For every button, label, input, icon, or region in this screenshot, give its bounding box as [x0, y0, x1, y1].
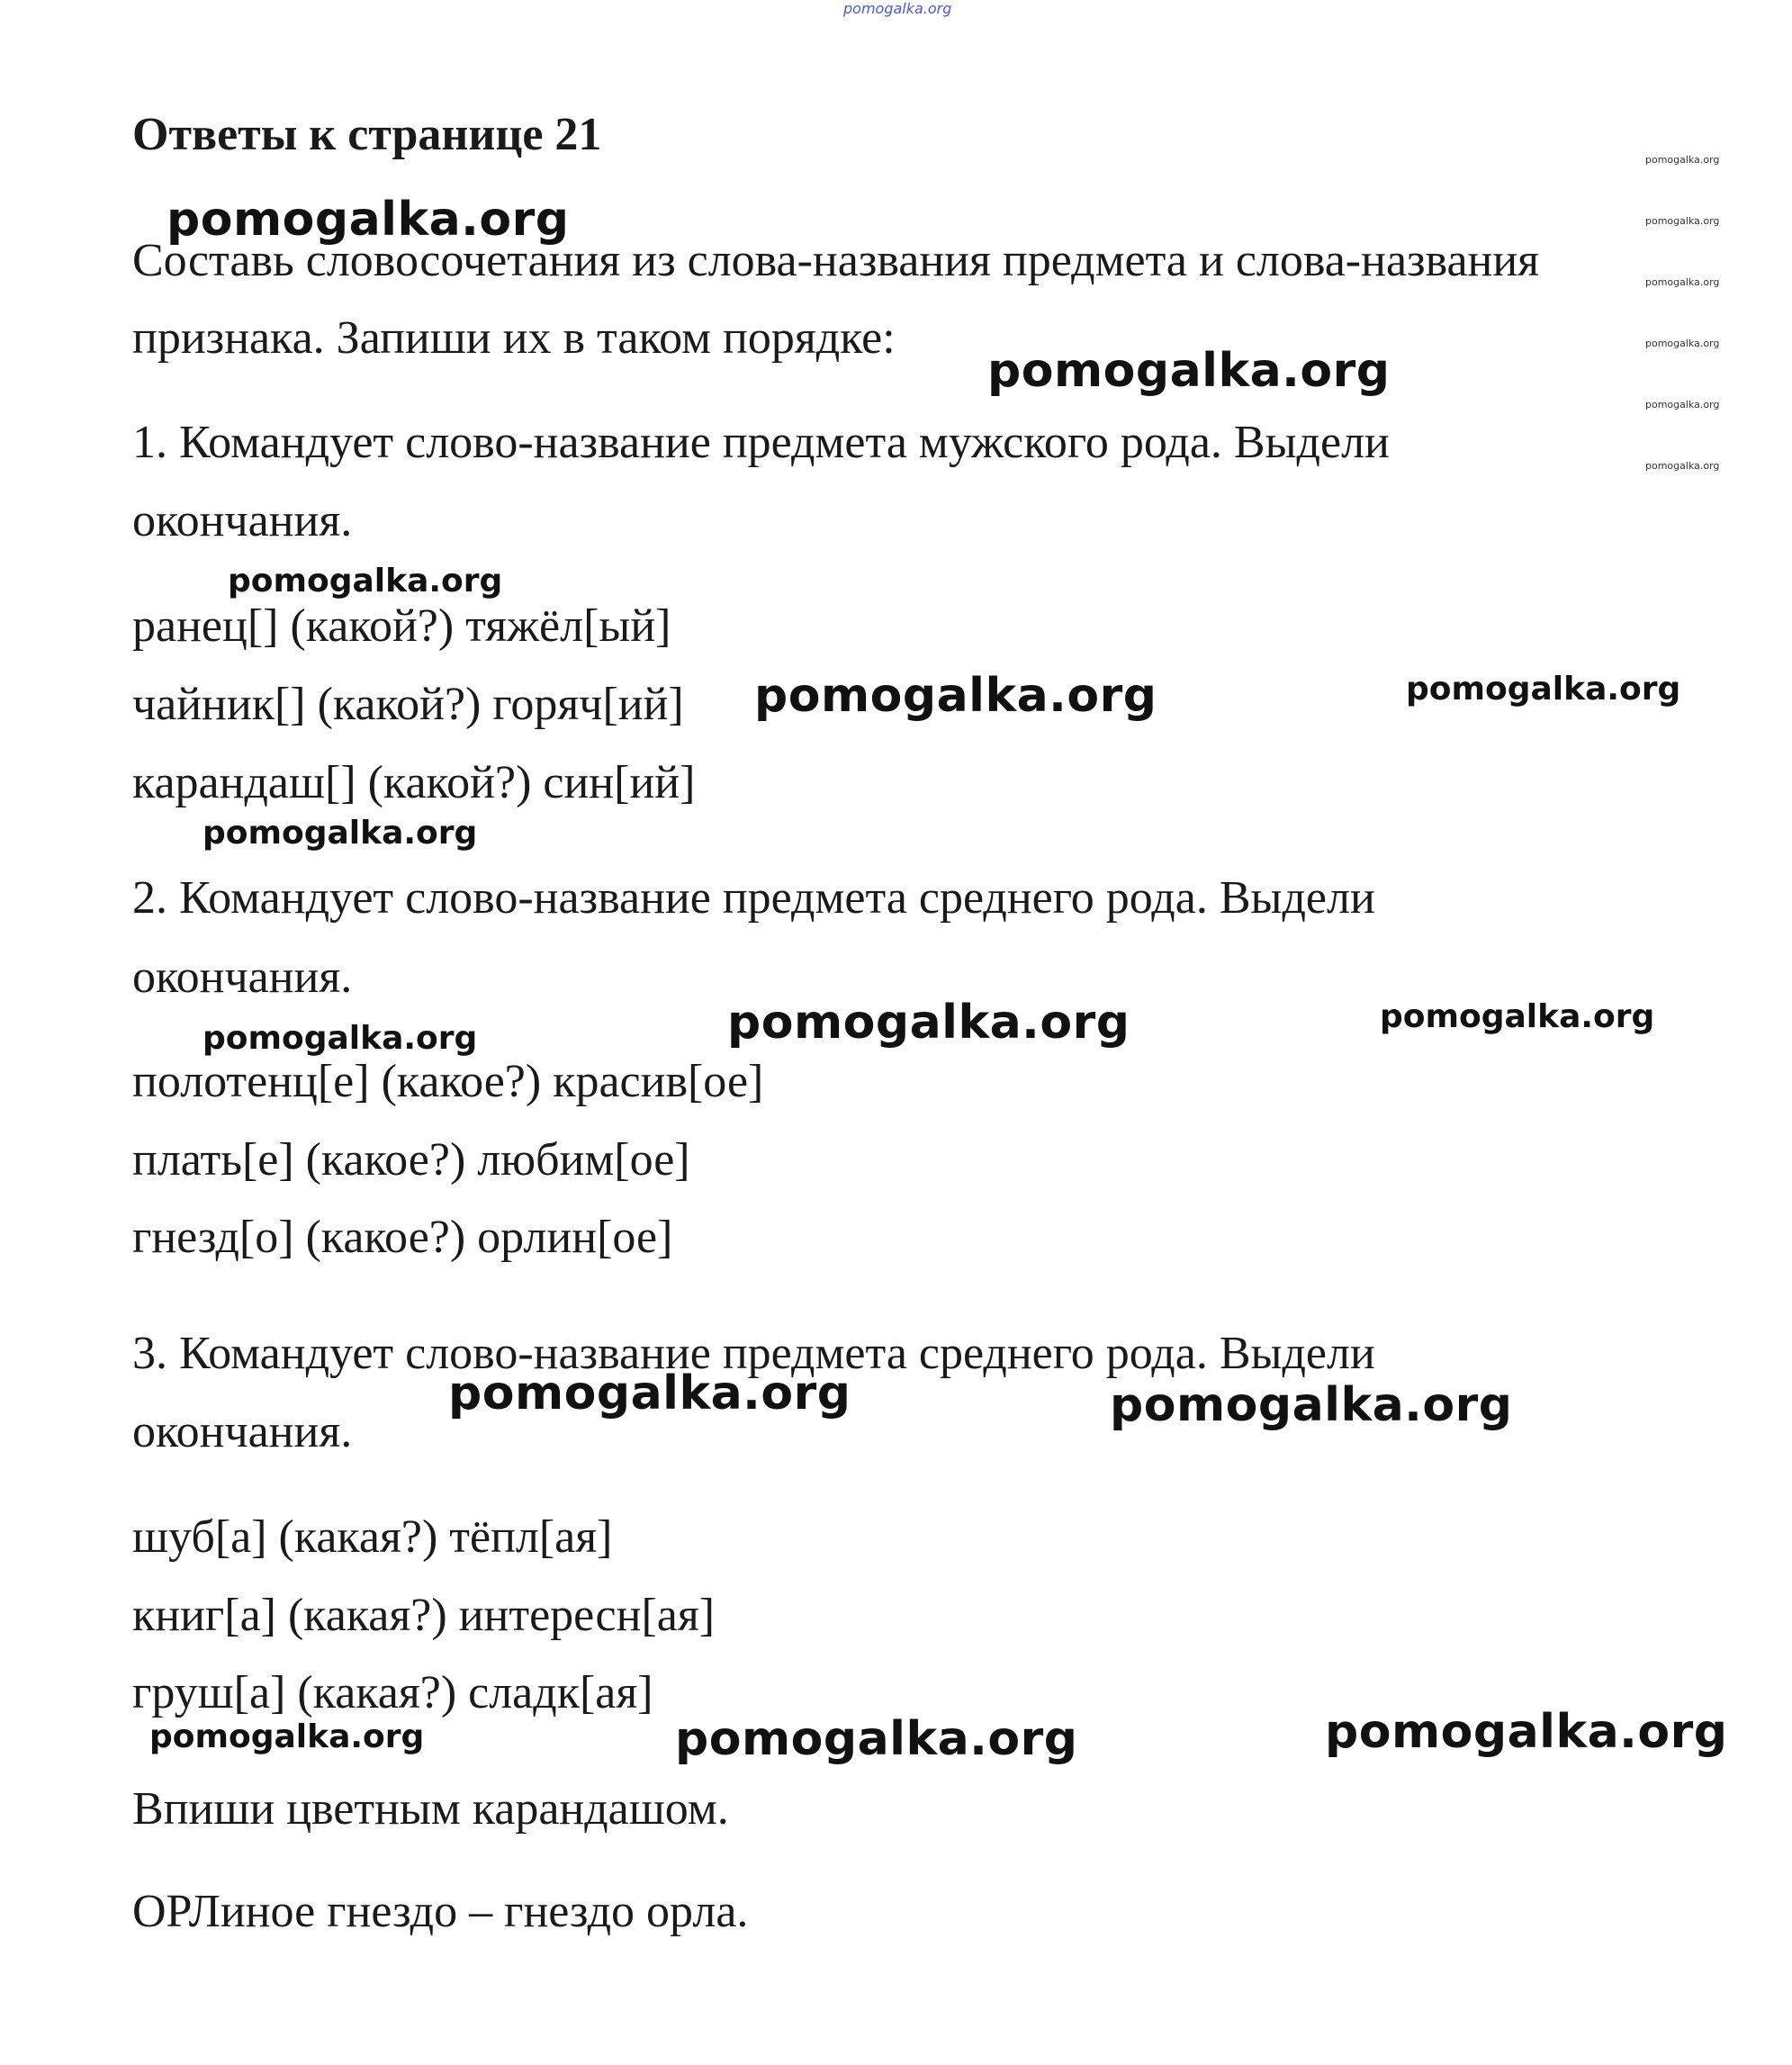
section2-item-3: гнезд[о] (какое?) орлин[ое]: [132, 1212, 673, 1263]
task-intro-line-2: признака. Запиши их в таком порядке:: [132, 312, 896, 364]
header-watermark: pomogalka.org: [843, 0, 952, 17]
watermark: pomogalka.org: [1645, 215, 1720, 227]
section1-heading-line-2: окончания.: [132, 495, 353, 546]
watermark: pomogalka.org: [1645, 338, 1720, 349]
watermark: pomogalka.org: [203, 815, 478, 852]
watermark: pomogalka.org: [754, 669, 1157, 723]
watermark: pomogalka.org: [675, 1712, 1078, 1766]
watermark: pomogalka.org: [149, 1718, 425, 1755]
watermark: pomogalka.org: [1645, 154, 1720, 166]
watermark: pomogalka.org: [1325, 1705, 1728, 1759]
watermark: pomogalka.org: [203, 1020, 478, 1057]
section2-item-2: плать[е] (какое?) любим[ое]: [132, 1134, 690, 1186]
section1-item-1: ранец[] (какой?) тяжёл[ый]: [132, 600, 671, 652]
section3-item-2: книг[а] (какая?) интересн[ая]: [132, 1590, 716, 1641]
watermark: pomogalka.org: [727, 996, 1130, 1050]
watermark: pomogalka.org: [1406, 671, 1681, 708]
watermark: pomogalka.org: [987, 344, 1391, 398]
section1-heading-line-1: 1. Командует слово-название предмета мужского рода. Выдели: [132, 417, 1390, 468]
page-title: Ответы к странице 21: [132, 109, 602, 160]
section3-item-1: шуб[а] (какая?) тёпл[ая]: [132, 1511, 613, 1563]
watermark: pomogalka.org: [1110, 1378, 1513, 1432]
watermark: pomogalka.org: [1645, 460, 1720, 472]
watermark: pomogalka.org: [1645, 276, 1720, 288]
watermark: pomogalka.org: [1645, 399, 1720, 410]
watermark: pomogalka.org: [228, 563, 503, 600]
section2-item-1: полотенц[е] (какое?) красив[ое]: [132, 1056, 764, 1107]
watermark: pomogalka.org: [1380, 998, 1655, 1035]
section4-answer: ОРЛиное гнездо – гнездо орла.: [132, 1886, 749, 1937]
section3-heading-line-2: окончания.: [132, 1406, 353, 1457]
section3-heading-line-1: 3. Командует слово-название предмета среднего рода. Выдели: [132, 1328, 1375, 1379]
section1-item-2: чайник[] (какой?) горяч[ий]: [132, 679, 684, 730]
section2-heading-line-1: 2. Командует слово-название предмета среднего рода. Выдели: [132, 872, 1375, 924]
section3-item-3: груш[а] (какая?) сладк[ая]: [132, 1667, 653, 1718]
section1-item-3: карандаш[] (какой?) син[ий]: [132, 757, 696, 808]
task-intro-line-1: Составь словосочетания из слова-названия предмета и слова-названия: [132, 235, 1540, 286]
section4-heading: Впиши цветным карандашом.: [132, 1783, 729, 1835]
watermark: pomogalka.org: [167, 193, 570, 247]
section2-heading-line-2: окончания.: [132, 951, 353, 1003]
watermark: pomogalka.org: [448, 1366, 851, 1420]
